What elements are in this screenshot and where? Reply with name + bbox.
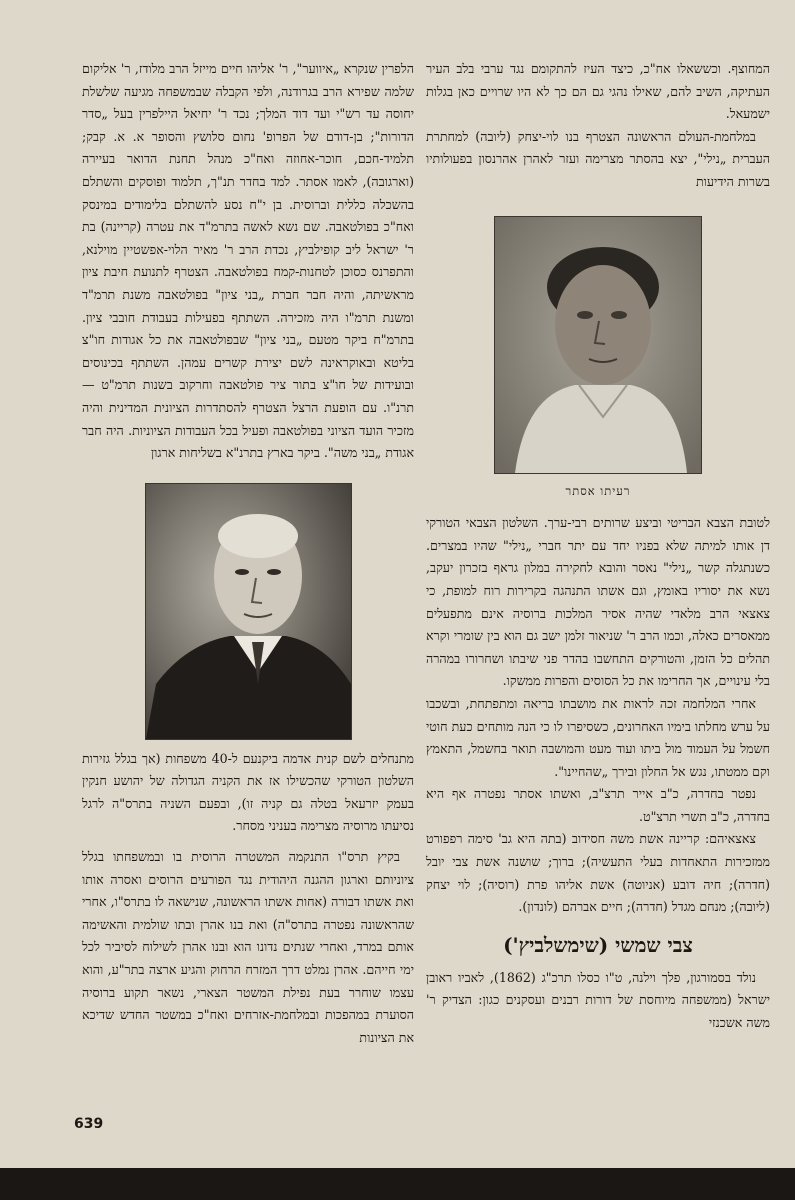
paragraph: נולד בסמורגון, פלך וילנה, ט"ו כסלו תרכ"ג (1862), לאביו ראובן ישראל (ממשפחה מיוחסת של דורות רבנים ועסקנים כגון: הצדיק ר' משה אשכנזי	[426, 969, 770, 1031]
paragraph: הלפרין שנקרא „איווער", ר' אליהו חיים מייזל הרב מלודז, ר' אליקום שלמה שפירא הרב בגרודנה, ולפי הקבלה שבמשפחה מגיעה שלשלת יחוסה עד רש"י ועד דוד המלך; נכד ר' יחיאל היילפרין בעל „סדר הדורות"; בן-דודם של הפרופ' נחום סלושץ והסופר א. א. קבק; תלמיד-חכם, חוכר-אחוזה ואח"כ מנהל תחנת הדואר בעיירה (וארגובה), לאמו אסתר. למד בחדר תנ"ך, תלמוד ופוסקים והשתלם בהשכלה כללית וברוסית. בן י"ח נסע להשתלם בלימודים במינסק ואח"כ בפולטאבה. שם נשא לאשה בתרמ"ד את עטרה (קריינה) בת ר' ישראל ליב קופילביץ, נכדת הרב ר' מאיר הלוי-אפשטיין מוילנא, והתפרנס כסוכן לטחנות-קמח בפולטאבה. הצטרף לתנועת חיבת ציון מראשיתה, והיה חבר חברת „בני ציון" בפולטאבה משנת תרמ"ד ומשנת תרמ"ו היה מזכירה. השתתף בפעילות בעבודת חובבי ציון. בתרמ"ח ביקר מטעם „בני ציון" שבפולטאבה את כל אגודות חו"צ בליטא ובאוקראינה לשם יצירת קשרים עמהן. השתתף בכינוסים ובועידות של חו"צ בתור ציר פולטאבה וחרקוב בשנות תרמ"ט — תרנ"ו. עם הופעת הרצל הצטרף להסתדרות הציונית המדינית והיה מזכיר הועד הציוני בפולטאבה ופעיל בכל העבודות הציוניות. היה חבר אגודת „בני משה". ביקר בארץ בתרנ"א בשליחות ארגון	[82, 61, 414, 461]
paragraph: מתנחלים לשם קנית אדמה ביקנעם ל-40 משפחות (אך בגלל גזירות השלטון הטורקי שהכשילו אז את הקניה הגדולה של יהושע חנקין בעמק יזרעאל בטלה גם קניה זו), ובפעם השניה בתרס"ה לרגל נסיעתו מרוסיה מצרימה בעניני מסחר.	[82, 750, 414, 834]
right-column	[426, 58, 770, 1035]
portrait-man-image	[146, 484, 351, 739]
paragraph: המחוצף. וכששאלו אח"כ, כיצד העיז להתקומם נגד ערבי בלב העיר העתיקה, השיב להם, שאילו נהגי גם הם כך לא היו שרויים כאן בגלות ישמעאל.	[426, 61, 770, 122]
paragraph: לטובת הצבא הבריטי וביצע שרותים רבי-ערך. השלטון הצבאי הטורקי דן אותו למיתה שלא בפניו יחד עם יתר חברי „נילי" שהיו במצרים. כשנתגלה קשר „נילי" נאסר והובא לחקירה במלון גראף בזכרון יעקב, נשא את יסוריו באומץ, וגם אשתו התנהגה בקרירות רוח למופת, כי צאצאי הרב מלאדי שהיה אסיר המלכות ברוסיה אינם מתפעלים ממאסרים כאלה, וכמו הרב ר' שניאור זלמן ישב גם הוא בין שומרי וקרא תהלים כל הזמן, והטורקים התחשבו בהדר פני שיבתו ושחרורו במהרה בלי עינויים, אך החרימו את כל הסוסים והפרות ממשקו.	[426, 515, 770, 689]
paragraph: בקיץ תרס"ו התנקמה המשטרה הרוסית בו ובמשפחתו בגלל ציוניותם וארגון ההגנה היהודית נגד הפורעים הרוסים ואסרה אותו ואת אשתו דבורה (אחות אשתו הראשונה, שנישאה לו בתרס"ו, אחרי שהראשונה נפטרה בתרס"ה) ואת בנו אהרן ובתו שולמית והאשימה אותם במרד, ואחרי שנתים נדונו הוא ובנו אהרן לשילוח לסיביר לכל ימי חייהם. אהרן נמלט דרך המזרח הרחוק והגיע ארצה בתר"ע, והוא עצמו שוחרר בעת נפילת המשטר הצארי, נשאר תקוע ברוסיה הסוערת במהפכות ובמלחמת-אזרחים ואח"כ במשטר החדש שדיכא את הציונות	[82, 849, 414, 1045]
photo-caption: רעיתו אסתר	[565, 483, 631, 498]
left-column	[82, 58, 414, 1049]
paragraph: במלחמת-העולם הראשונה הצטרף בנו לוי-יצחק (ליובה) למחתרת העברית „נילי", יצא בהסתר מצרימה ועזר לאהרן אהרנסון בפעולותיו בשרות הידיעות	[426, 128, 770, 189]
paragraph: נפטר בחדרה, כ"ב אייר תרצ"ב, ואשתו אסתר נפטרה אף היא בחדרה, כ"ב תשרי תרצ"ט.	[426, 786, 770, 824]
paragraph: צאצאיהם: קריינה אשת משה חסידוב (בתה היא גב' סימה רפפורט ממזכירות התאחדות בעלי התעשיה); ברוך; שושנה אשת צבי יובל (חדרה); חיה דובע (אניוטה) אשת אליהו פרת (רוסיה); לוי יצחק (ליובה); מנחם מגדל (חדרה); חיים אברהם (לונדון).	[426, 831, 770, 915]
portrait-photo-man	[145, 483, 352, 740]
portrait-woman-image	[495, 217, 701, 473]
section-heading: צבי שמשי (שימשלביץ')	[503, 932, 693, 957]
paragraph: אחרי המלחמה זכה לראות את מושבתו בריאה ומתפתחת, ובשכבו על ערש מחלתו בימיו האחרונים, כשסיפרו לו כי הנה מותחים כעת חוטי חשמל על העמוד מול ביתו ועוד מעט והמושבה תואר בחשמל, התאמץ וקם ממטתו, נגש אל החלון ובירך „שהחיינו".	[426, 695, 770, 779]
portrait-photo-esther	[494, 216, 702, 474]
scan-bottom-border	[0, 1168, 795, 1200]
page-number: 639	[74, 1116, 104, 1132]
